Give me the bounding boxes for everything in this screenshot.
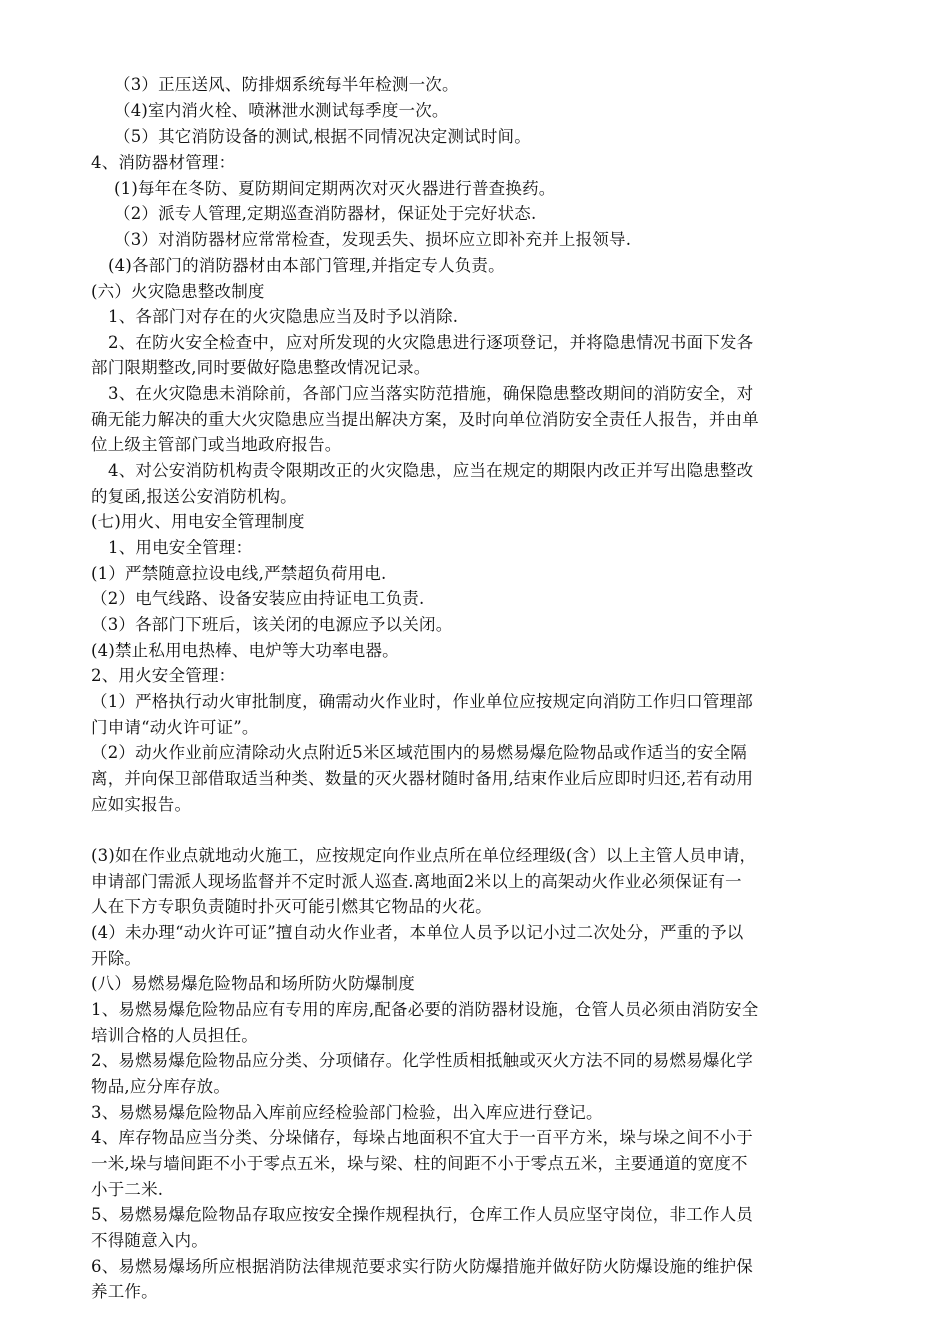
text-line: 3、易燃易爆危险物品入库前应经检验部门检验，出入库应进行登记。 — [91, 1103, 603, 1122]
text-line: （2）动火作业前应清除动火点附近5米区域范围内的易燃易爆危险物品或作适当的安全隔 — [91, 743, 747, 762]
text-line: （5）其它消防设备的测试,根据不同情况决定测试时间。 — [114, 127, 531, 146]
text-line: 确无能力解决的重大火灾隐患应当提出解决方案，及时向单位消防安全责任人报告，并由单 — [91, 410, 759, 429]
section-heading: (八）易燃易爆危险物品和场所防火防爆制度 — [91, 974, 415, 993]
text-line: (4)禁止私用电热棒、电炉等大功率电器。 — [91, 641, 399, 660]
text-line: 5、易燃易爆危险物品存取应按安全操作规程执行，仓库工作人员应坚守岗位，非工作人员 — [91, 1205, 753, 1224]
section-heading: (七)用火、用电安全管理制度 — [91, 512, 305, 531]
text-line: 养工作。 — [91, 1282, 158, 1301]
text-line: 一米,垛与墙间距不小于零点五米，垛与梁、柱的间距不小于零点五米，主要通道的宽度不 — [91, 1154, 748, 1173]
text-line: (4)各部门的消防器材由本部门管理,并指定专人负责。 — [108, 256, 505, 275]
text-line: 培训合格的人员担任。 — [91, 1026, 258, 1045]
text-line: (4）未办理“动火许可证”擅自动火作业者，本单位人员予以记小过二次处分，严重的予以 — [91, 923, 744, 942]
text-line: （4)室内消火栓、喷淋泄水测试每季度一次。 — [114, 101, 449, 120]
text-line: 小于二米. — [91, 1180, 164, 1199]
text-line: 2、在防火安全检查中，应对所发现的火灾隐患进行逐项登记，并将隐患情况书面下发各 — [108, 333, 754, 352]
text-line: 4、对公安消防机构责令限期改正的火灾隐患，应当在规定的期限内改正并写出隐患整改 — [108, 461, 754, 480]
text-line: (1)每年在冬防、夏防期间定期两次对灭火器进行普查换药。 — [114, 179, 556, 198]
text-line: 部门限期整改,同时要做好隐患整改情况记录。 — [91, 358, 431, 377]
text-line: 4、库存物品应当分类、分垛储存，每垛占地面积不宜大于一百平方米，垛与垛之间不小于 — [91, 1128, 753, 1147]
text-line: 开除。 — [91, 949, 142, 968]
text-line: 3、在火灾隐患未消除前，各部门应当落实防范措施，确保隐患整改期间的消防安全，对 — [108, 384, 754, 403]
text-line: 4、消防器材管理： — [91, 153, 236, 172]
text-line: 申请部门需派人现场监督并不定时派人巡查.离地面2米以上的高架动火作业必须保证有一 — [91, 872, 742, 891]
text-line: 离，并向保卫部借取适当种类、数量的灭火器材随时备用,结束作业后应即时归还,若有动用 — [91, 769, 754, 788]
section-heading: (六）火灾隐患整改制度 — [91, 282, 265, 301]
text-line: 不得随意入内。 — [91, 1231, 208, 1250]
text-line: (1）严禁随意拉设电线,严禁超负荷用电. — [91, 564, 387, 583]
text-line: 2、易燃易爆危险物品应分类、分项储存。化学性质相抵触或灭火方法不同的易燃易爆化学 — [91, 1051, 753, 1070]
text-line: 门申请“动火许可证”。 — [91, 718, 259, 737]
text-line: 6、易燃易爆场所应根据消防法律规范要求实行防火防爆措施并做好防火防爆设施的维护保 — [91, 1257, 753, 1276]
text-line: （3）正压送风、防排烟系统每半年检测一次。 — [114, 75, 459, 94]
text-line: 1、各部门对存在的火灾隐患应当及时予以消除. — [108, 307, 459, 326]
text-line: （2）派专人管理,定期巡查消防器材，保证处于完好状态. — [114, 204, 537, 223]
text-line: （3）各部门下班后，该关闭的电源应予以关闭。 — [91, 615, 453, 634]
text-line: 1、易燃易爆危险物品应有专用的库房,配备必要的消防器材设施，仓管人员必须由消防安全 — [91, 1000, 759, 1019]
text-line: 的复函,报送公安消防机构。 — [91, 487, 297, 506]
text-line: (3)如在作业点就地动火施工，应按规定向作业点所在单位经理级(含）以上主管人员申请， — [91, 846, 757, 865]
text-line: 2、用火安全管理： — [91, 666, 236, 685]
text-line: 物品,应分库存放。 — [91, 1077, 231, 1096]
text-line: 人在下方专职负责随时扑灭可能引燃其它物品的火花。 — [91, 897, 492, 916]
text-line: 应如实报告。 — [91, 795, 192, 814]
text-line: 1、用电安全管理： — [108, 538, 253, 557]
text-line: 位上级主管部门或当地政府报告。 — [91, 435, 342, 454]
text-line: （1）严格执行动火审批制度，确需动火作业时，作业单位应按规定向消防工作归口管理部 — [91, 692, 753, 711]
text-line: （2）电气线路、设备安装应由持证电工负责. — [91, 589, 425, 608]
text-line: （3）对消防器材应常常检查，发现丢失、损坏应立即补充并上报领导. — [114, 230, 632, 249]
